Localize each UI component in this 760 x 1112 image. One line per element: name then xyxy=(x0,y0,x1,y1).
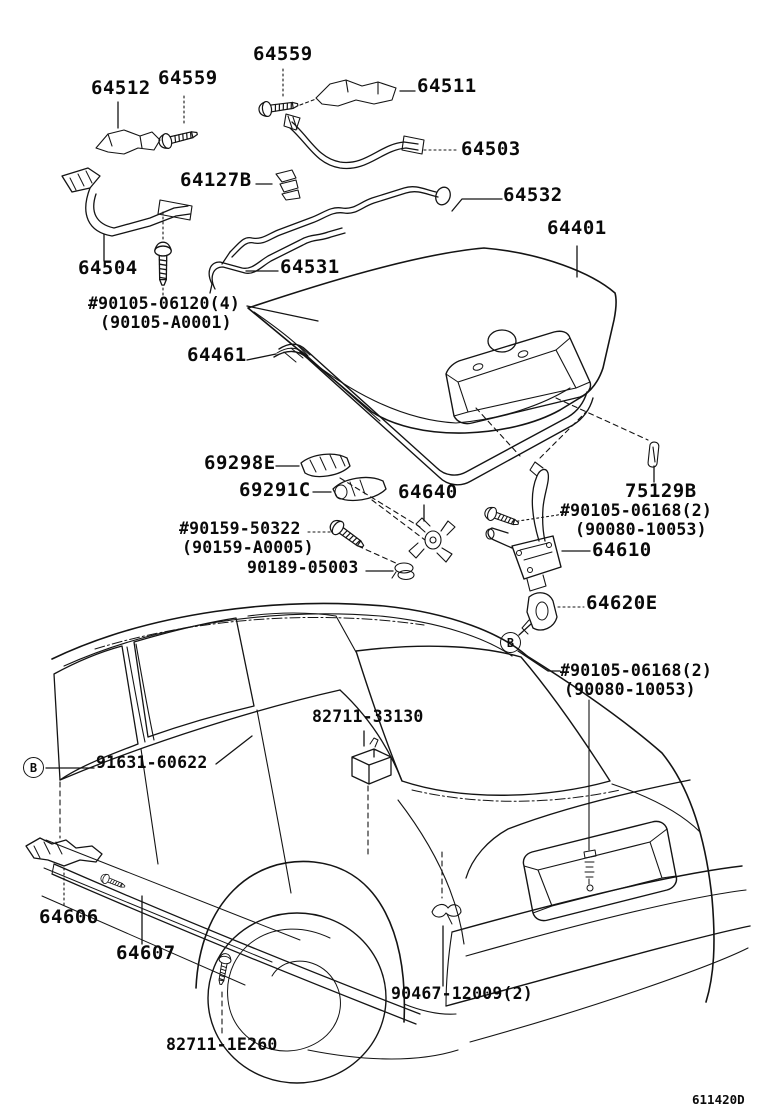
part-label-64610: 64610 xyxy=(592,539,652,561)
bracket-64511 xyxy=(316,80,396,106)
part-label-64504: 64504 xyxy=(78,257,138,279)
part-label-64401: 64401 xyxy=(547,217,607,239)
part-label-90105-06168-upper: #90105-06168(2) xyxy=(560,501,713,520)
part-label-90105-06168-lower: #90105-06168(2) xyxy=(560,661,713,680)
license-recess-car xyxy=(523,821,676,920)
dash-bolt-to-64511 xyxy=(300,99,316,105)
part-label-82711-1E260: 82711-1E260 xyxy=(166,1035,278,1054)
part-label-64461: 64461 xyxy=(187,344,247,366)
part-label-69291C: 69291C xyxy=(239,479,311,501)
clip-90189-05003 xyxy=(392,563,414,580)
clip-64127B xyxy=(276,170,300,200)
part-label-64607: 64607 xyxy=(116,942,176,964)
part-label-82711-33130: 82711-33130 xyxy=(312,707,424,726)
dashed-leaders-car xyxy=(60,782,442,1034)
screw-on-moulding xyxy=(99,873,126,892)
bolt-64559-left xyxy=(157,126,198,150)
bolt-64559-top xyxy=(258,97,299,117)
bracket-64606 xyxy=(26,838,102,866)
part-label-90189-05003: 90189-05003 xyxy=(247,558,359,577)
part-label-64620E: 64620E xyxy=(586,592,658,614)
part-label-64559-top: 64559 xyxy=(253,43,313,65)
sensor-82711-33130 xyxy=(352,738,391,784)
part-label-90105-06120: #90105-06120(4) xyxy=(88,294,241,313)
weatherstrip-64461 xyxy=(274,344,593,485)
screw-90159-50322 xyxy=(327,517,367,552)
part-label-64532: 64532 xyxy=(503,184,563,206)
part-label-91631-60622: 91631-60622 xyxy=(96,753,208,772)
ref-marker-b-left: B xyxy=(23,757,44,778)
part-label-64559-left: 64559 xyxy=(158,67,218,89)
part-label-64511: 64511 xyxy=(417,75,477,97)
part-label-90467-12009: 90467-12009(2) xyxy=(391,984,533,1003)
part-label-64640: 64640 xyxy=(398,481,458,503)
cushion-69291C xyxy=(333,478,386,501)
part-label-75129B: 75129B xyxy=(625,480,697,502)
part-label-64531: 64531 xyxy=(280,256,340,278)
hanging-screw xyxy=(584,700,596,891)
part-label-90159-A0005: (90159-A0005) xyxy=(182,538,314,557)
screw-82711-1E260 xyxy=(215,953,232,986)
part-label-90080-10053-lower: (90080-10053) xyxy=(564,680,696,699)
clip-90467-12009 xyxy=(432,905,461,924)
clip-75129B xyxy=(648,442,660,468)
part-label-69298E: 69298E xyxy=(204,452,276,474)
part-label-64606: 64606 xyxy=(39,906,99,928)
part-label-64127B: 64127B xyxy=(180,169,252,191)
lock-cylinder-64640 xyxy=(409,518,455,562)
part-label-90080-10053-upper: (90080-10053) xyxy=(575,520,707,539)
part-label-64503: 64503 xyxy=(461,138,521,160)
bolt-90105-06168 xyxy=(483,505,521,530)
hinge-arm-64504 xyxy=(62,168,192,236)
cushion-69298E xyxy=(301,454,350,476)
torsion-bar-64532 xyxy=(222,185,453,264)
figure-code: 611420D xyxy=(692,1092,745,1107)
part-label-64512: 64512 xyxy=(91,77,151,99)
lock-assembly-64610 xyxy=(486,462,561,591)
bolt-90105-06120 xyxy=(155,242,172,285)
part-label-90105-A0001: (90105-A0001) xyxy=(100,313,232,332)
bracket-64512 xyxy=(96,130,160,154)
part-label-90159-50322: #90159-50322 xyxy=(179,519,301,538)
dash-lid-to-lock xyxy=(476,398,648,458)
ref-marker-b-right: B xyxy=(500,632,521,653)
torsion-bar-64503 xyxy=(284,114,424,168)
